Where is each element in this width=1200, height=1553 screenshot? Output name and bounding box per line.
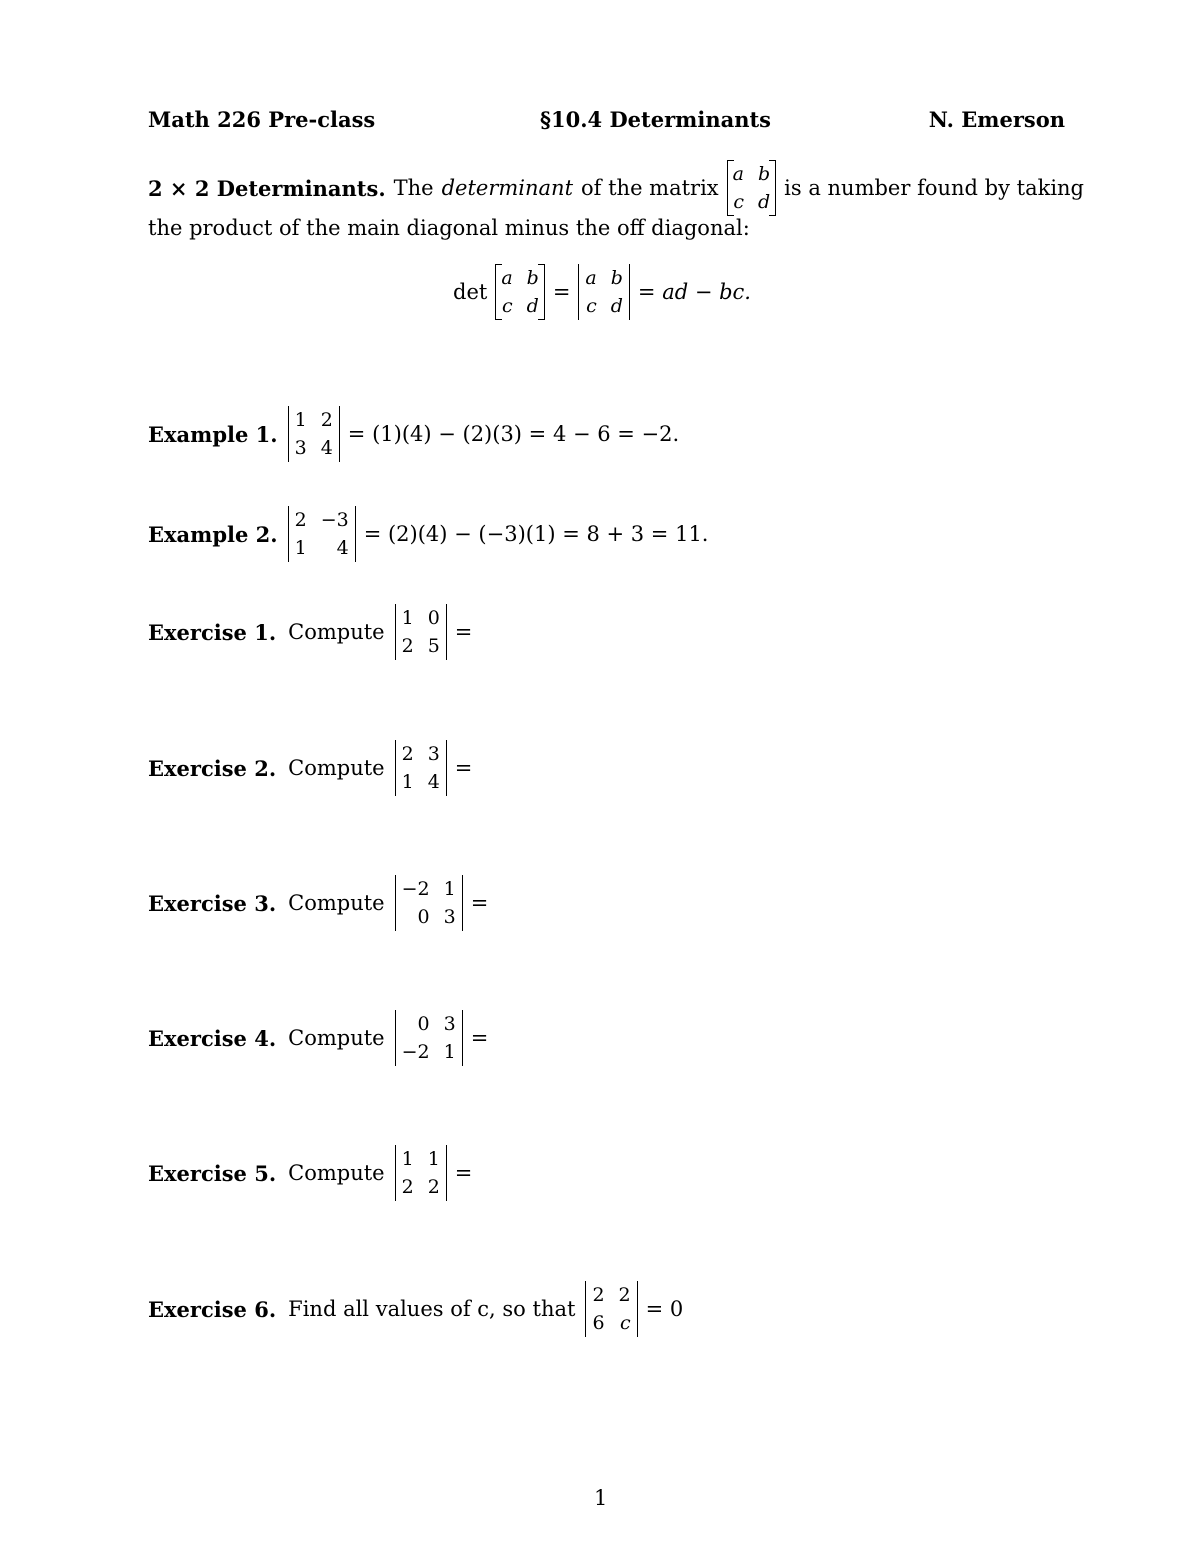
exercise-label: Exercise 5. — [148, 1160, 277, 1186]
matrix-entry: 1 — [401, 607, 414, 629]
formula-determinant — [578, 264, 630, 320]
exercise-4 — [148, 1008, 488, 1068]
matrix-entry: c — [733, 191, 744, 213]
exercise-determinant — [395, 875, 463, 931]
matrix-entry: 2 — [592, 1284, 605, 1306]
exercise-label: Exercise 3. — [148, 890, 277, 916]
exercise-prompt: Compute — [288, 891, 385, 915]
intro-line-1 — [148, 158, 1084, 218]
exercise-5 — [148, 1143, 472, 1203]
matrix-entry: 2 — [427, 1176, 440, 1198]
matrix-entry: d — [757, 191, 771, 213]
example-1 — [148, 404, 679, 464]
matrix-entry: 1 — [443, 1041, 456, 1063]
intro-matrix — [727, 160, 777, 216]
exercise-result: = — [454, 620, 473, 644]
exercise-3 — [148, 873, 488, 933]
page-number: 1 — [594, 1486, 608, 1510]
exercise-determinant — [585, 1281, 637, 1337]
exercise-result: = — [470, 1026, 489, 1050]
matrix-entry: b — [526, 267, 539, 289]
intro-line-2: the product of the main diagonal minus the off diagonal: — [148, 216, 750, 240]
formula-matrix — [495, 264, 545, 320]
exercise-prompt: Find all values of c, so that — [288, 1297, 576, 1321]
matrix-entry: 1 — [294, 537, 307, 559]
exercise-determinant — [395, 740, 447, 796]
matrix-entry: c — [619, 1312, 631, 1334]
example-determinant — [288, 506, 356, 562]
matrix-entry: 4 — [336, 537, 349, 559]
determinant-formula — [453, 262, 751, 322]
exercise-6 — [148, 1279, 683, 1339]
matrix-entry: 1 — [294, 409, 307, 431]
intro-text-before: The — [393, 176, 434, 200]
intro-text-mid: of the matrix — [581, 176, 719, 200]
exercise-determinant — [395, 604, 447, 660]
equals-sign: = — [552, 280, 571, 304]
exercise-prompt: Compute — [288, 756, 385, 780]
example-label: Example 2. — [148, 521, 278, 547]
exercise-determinant — [395, 1010, 463, 1066]
matrix-entry: 1 — [427, 1148, 440, 1170]
example-result: = (2)(4) − (−3)(1) = 8 + 3 = 11. — [363, 522, 709, 546]
matrix-entry: 0 — [427, 607, 440, 629]
matrix-entry: a — [501, 267, 513, 289]
example-2 — [148, 504, 708, 564]
matrix-entry: 2 — [401, 743, 414, 765]
matrix-entry: 5 — [427, 635, 440, 657]
matrix-entry: d — [610, 295, 623, 317]
matrix-entry: 3 — [294, 437, 307, 459]
matrix-entry: 2 — [401, 635, 414, 657]
exercise-determinant — [395, 1145, 447, 1201]
example-result: = (1)(4) − (2)(3) = 4 − 6 = −2. — [347, 422, 680, 446]
matrix-entry: 0 — [417, 1013, 430, 1035]
exercise-prompt: Compute — [288, 1026, 385, 1050]
example-label: Example 1. — [148, 421, 278, 447]
section-title: §10.4 Determinants — [540, 107, 771, 132]
matrix-entry: 3 — [443, 1013, 456, 1035]
exercise-result: = 0 — [645, 1297, 684, 1321]
matrix-entry: b — [610, 267, 623, 289]
matrix-entry: 1 — [401, 1148, 414, 1170]
matrix-entry: a — [732, 163, 744, 185]
matrix-entry: 6 — [592, 1312, 605, 1334]
matrix-entry: c — [501, 295, 513, 317]
intro-text-after: is a number found by taking — [784, 176, 1085, 200]
course-title: Math 226 Pre-class — [148, 107, 376, 132]
matrix-entry: −2 — [401, 1041, 430, 1063]
matrix-entry: 2 — [401, 1176, 414, 1198]
intro-emphasis: determinant — [441, 176, 574, 200]
exercise-result: = — [470, 891, 489, 915]
example-determinant — [288, 406, 340, 462]
matrix-entry: 0 — [417, 906, 430, 928]
exercise-prompt: Compute — [288, 1161, 385, 1185]
matrix-entry: 3 — [427, 743, 440, 765]
matrix-entry: c — [586, 295, 597, 317]
exercise-result: = — [454, 1161, 473, 1185]
matrix-entry: 4 — [427, 771, 440, 793]
det-operator: det — [453, 280, 488, 304]
exercise-label: Exercise 4. — [148, 1025, 277, 1051]
matrix-entry: 4 — [320, 437, 333, 459]
matrix-entry: b — [757, 163, 771, 185]
matrix-entry: a — [585, 267, 597, 289]
matrix-entry: d — [526, 295, 539, 317]
exercise-2 — [148, 738, 472, 798]
matrix-entry: −3 — [320, 509, 349, 531]
exercise-result: = — [454, 756, 473, 780]
formula-result: = ad − bc. — [637, 280, 751, 304]
exercise-prompt: Compute — [288, 620, 385, 644]
author-name: N. Emerson — [928, 107, 1065, 132]
matrix-entry: 2 — [294, 509, 307, 531]
exercise-label: Exercise 6. — [148, 1296, 277, 1322]
matrix-entry: 1 — [443, 878, 456, 900]
matrix-entry: −2 — [401, 878, 430, 900]
matrix-entry: 2 — [618, 1284, 631, 1306]
exercise-label: Exercise 1. — [148, 619, 277, 645]
intro-heading: 2 × 2 Determinants. — [148, 175, 386, 201]
exercise-label: Exercise 2. — [148, 755, 277, 781]
matrix-entry: 2 — [320, 409, 333, 431]
matrix-entry: 1 — [401, 771, 414, 793]
exercise-1 — [148, 602, 472, 662]
matrix-entry: 3 — [443, 906, 456, 928]
